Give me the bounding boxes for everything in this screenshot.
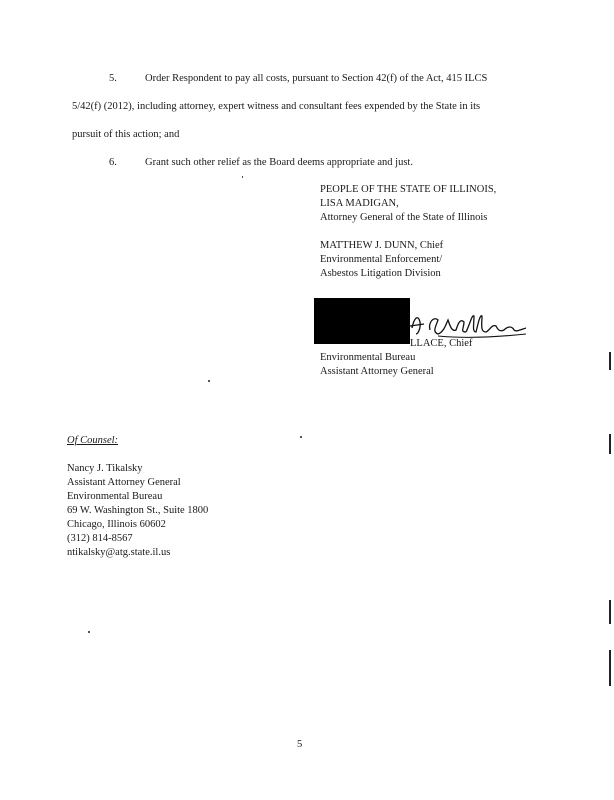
of-counsel-heading: Of Counsel:: [67, 435, 119, 446]
scan-edge-mark: [609, 650, 611, 686]
counsel-address-1: 69 W. Washington St., Suite 1800: [67, 505, 209, 516]
attorney-general-title: Attorney General of the State of Illinois: [320, 212, 488, 223]
chief-name: MATTHEW J. DUNN, Chief: [320, 240, 444, 251]
scan-edge-mark: [609, 600, 611, 624]
counsel-email: ntikalsky@atg.state.il.us: [67, 547, 171, 558]
item-5-line-2: 5/42(f) (2012), including attorney, expert witness and consultant fees expended by the State in its: [72, 101, 481, 112]
signer-name-visible: LLACE, Chief: [410, 338, 473, 349]
scan-edge-mark: [609, 434, 611, 454]
item-5-line-1: Order Respondent to pay all costs, pursuant to Section 42(f) of the Act, 415 ILCS: [145, 73, 488, 84]
counsel-phone: (312) 814-8567: [67, 533, 133, 544]
item-6-number: 6.: [109, 157, 117, 168]
page-number: 5: [297, 739, 303, 750]
party-name: PEOPLE OF THE STATE OF ILLINOIS,: [320, 184, 497, 195]
counsel-name: Nancy J. Tikalsky: [67, 463, 143, 474]
scan-speck: [88, 631, 90, 633]
counsel-bureau: Environmental Bureau: [67, 491, 163, 502]
item-5-number: 5.: [109, 73, 117, 84]
signer-title: Assistant Attorney General: [320, 366, 434, 377]
item-6-line-1: Grant such other relief as the Board deems appropriate and just.: [145, 157, 413, 168]
scan-edge-mark: [609, 352, 611, 370]
item-5-line-3: pursuit of this action; and: [72, 129, 180, 140]
scan-speck: [208, 380, 210, 382]
counsel-title: Assistant Attorney General: [67, 477, 181, 488]
scan-speck: [242, 176, 243, 178]
scan-speck: [300, 436, 302, 438]
chief-division-1: Environmental Enforcement/: [320, 254, 443, 265]
signer-department: Environmental Bureau: [320, 352, 416, 363]
counsel-address-2: Chicago, Illinois 60602: [67, 519, 166, 530]
attorney-general-name: LISA MADIGAN,: [320, 198, 399, 209]
chief-division-2: Asbestos Litigation Division: [320, 268, 441, 279]
redaction-box: [314, 298, 410, 344]
